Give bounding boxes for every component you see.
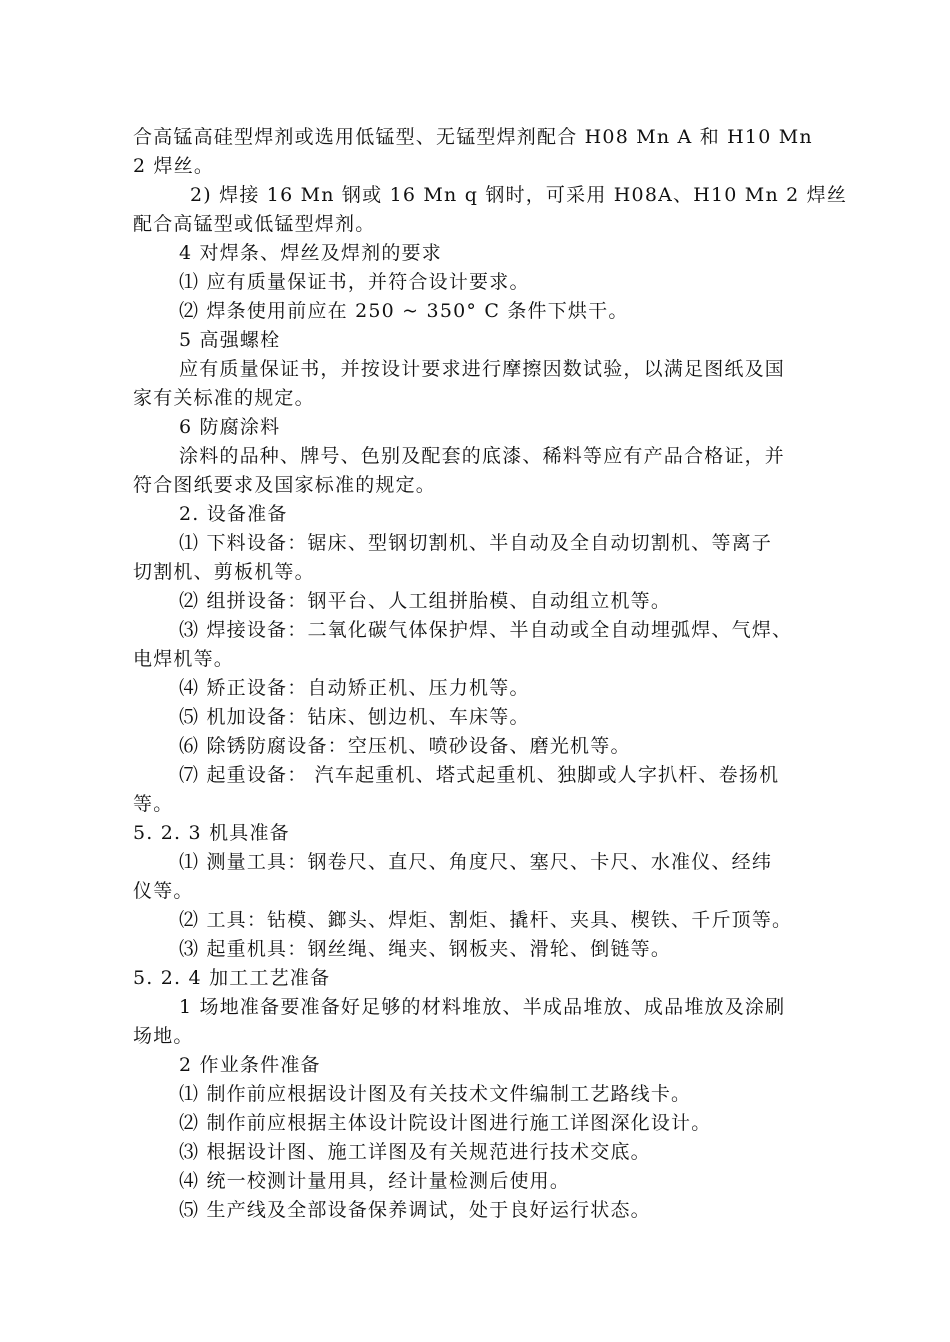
text-line: 场地。 — [133, 1025, 194, 1047]
text-line: 切割机、剪板机等。 — [133, 561, 315, 583]
text-line: 应有质量保证书，并按设计要求进行摩擦因数试验，以满足图纸及国 — [179, 358, 786, 380]
text-line: 6 防腐涂料 — [179, 416, 281, 438]
text-line: 5. 2. 3 机具准备 — [133, 822, 290, 844]
text-line: 5. 2. 4 加工工艺准备 — [133, 967, 331, 989]
text-line: ⑸ 生产线及全部设备保养调试，处于良好运行状态。 — [179, 1199, 651, 1221]
text-line: 2 作业条件准备 — [179, 1054, 321, 1076]
text-line: 合高锰高硅型焊剂或选用低锰型、无锰型焊剂配合 H08 Mn A 和 H10 Mn — [133, 126, 813, 148]
text-line: ⑹ 除锈防腐设备：空压机、喷砂设备、磨光机等。 — [179, 735, 631, 757]
text-line: ⑸ 机加设备：钻床、刨边机、车床等。 — [179, 706, 530, 728]
text-line: 仪等。 — [133, 880, 194, 902]
text-line: ⑵ 焊条使用前应在 250 ~ 350° C 条件下烘干。 — [179, 300, 629, 322]
text-line: 5 高强螺栓 — [179, 329, 281, 351]
text-line: 2. 设备准备 — [179, 503, 288, 525]
document-body — [133, 123, 853, 1225]
text-line: ⑵ 组拼设备：钢平台、人工组拼胎模、自动组立机等。 — [179, 590, 672, 612]
text-line: 2 焊丝。 — [133, 155, 215, 177]
text-line: ⑶ 起重机具：钢丝绳、绳夹、钢板夹、滑轮、倒链等。 — [179, 938, 672, 960]
text-line: 2) 焊接 16 Mn 钢或 16 Mn q 钢时，可采用 H08A、H10 Mn 2 焊丝 — [190, 184, 848, 206]
text-line: ⑷ 统一校测计量用具，经计量检测后使用。 — [179, 1170, 571, 1192]
text-line: ⑶ 根据设计图、施工详图及有关规范进行技术交底。 — [179, 1141, 651, 1163]
text-line: ⑷ 矫正设备：自动矫正机、压力机等。 — [179, 677, 530, 699]
text-line: 1 场地准备要准备好足够的材料堆放、半成品堆放、成品堆放及涂刷 — [179, 996, 786, 1018]
text-line: ⑵ 工具：钻模、鎯头、焊炬、割炬、撬杆、夹具、楔铁、千斤顶等。 — [179, 909, 793, 931]
text-line: ⑴ 下料设备：锯床、型钢切割机、半自动及全自动切割机、等离子 — [179, 532, 773, 554]
text-line: 家有关标准的规定。 — [133, 387, 315, 409]
text-line: 涂料的品种、牌号、色别及配套的底漆、稀料等应有产品合格证，并 — [179, 445, 786, 467]
text-line: 等。 — [133, 793, 174, 815]
text-line: ⑴ 应有质量保证书，并符合设计要求。 — [179, 271, 530, 293]
text-line: 符合图纸要求及国家标准的规定。 — [133, 474, 437, 496]
text-line: ⑵ 制作前应根据主体设计院设计图进行施工详图深化设计。 — [179, 1112, 712, 1134]
text-line: 4 对焊条、焊丝及焊剂的要求 — [179, 242, 442, 264]
text-line: ⑴ 制作前应根据设计图及有关技术文件编制工艺路线卡。 — [179, 1083, 692, 1105]
text-line: 配合高锰型或低锰型焊剂。 — [133, 213, 376, 235]
text-line: ⑺ 起重设备： 汽车起重机、塔式起重机、独脚或人字扒杆、卷扬机 — [179, 764, 780, 786]
text-line: 电焊机等。 — [133, 648, 235, 670]
text-line: ⑶ 焊接设备：二氧化碳气体保护焊、半自动或全自动埋弧焊、气焊、 — [179, 619, 793, 641]
text-line: ⑴ 测量工具：钢卷尺、直尺、角度尺、塞尺、卡尺、水准仪、经纬 — [179, 851, 773, 873]
